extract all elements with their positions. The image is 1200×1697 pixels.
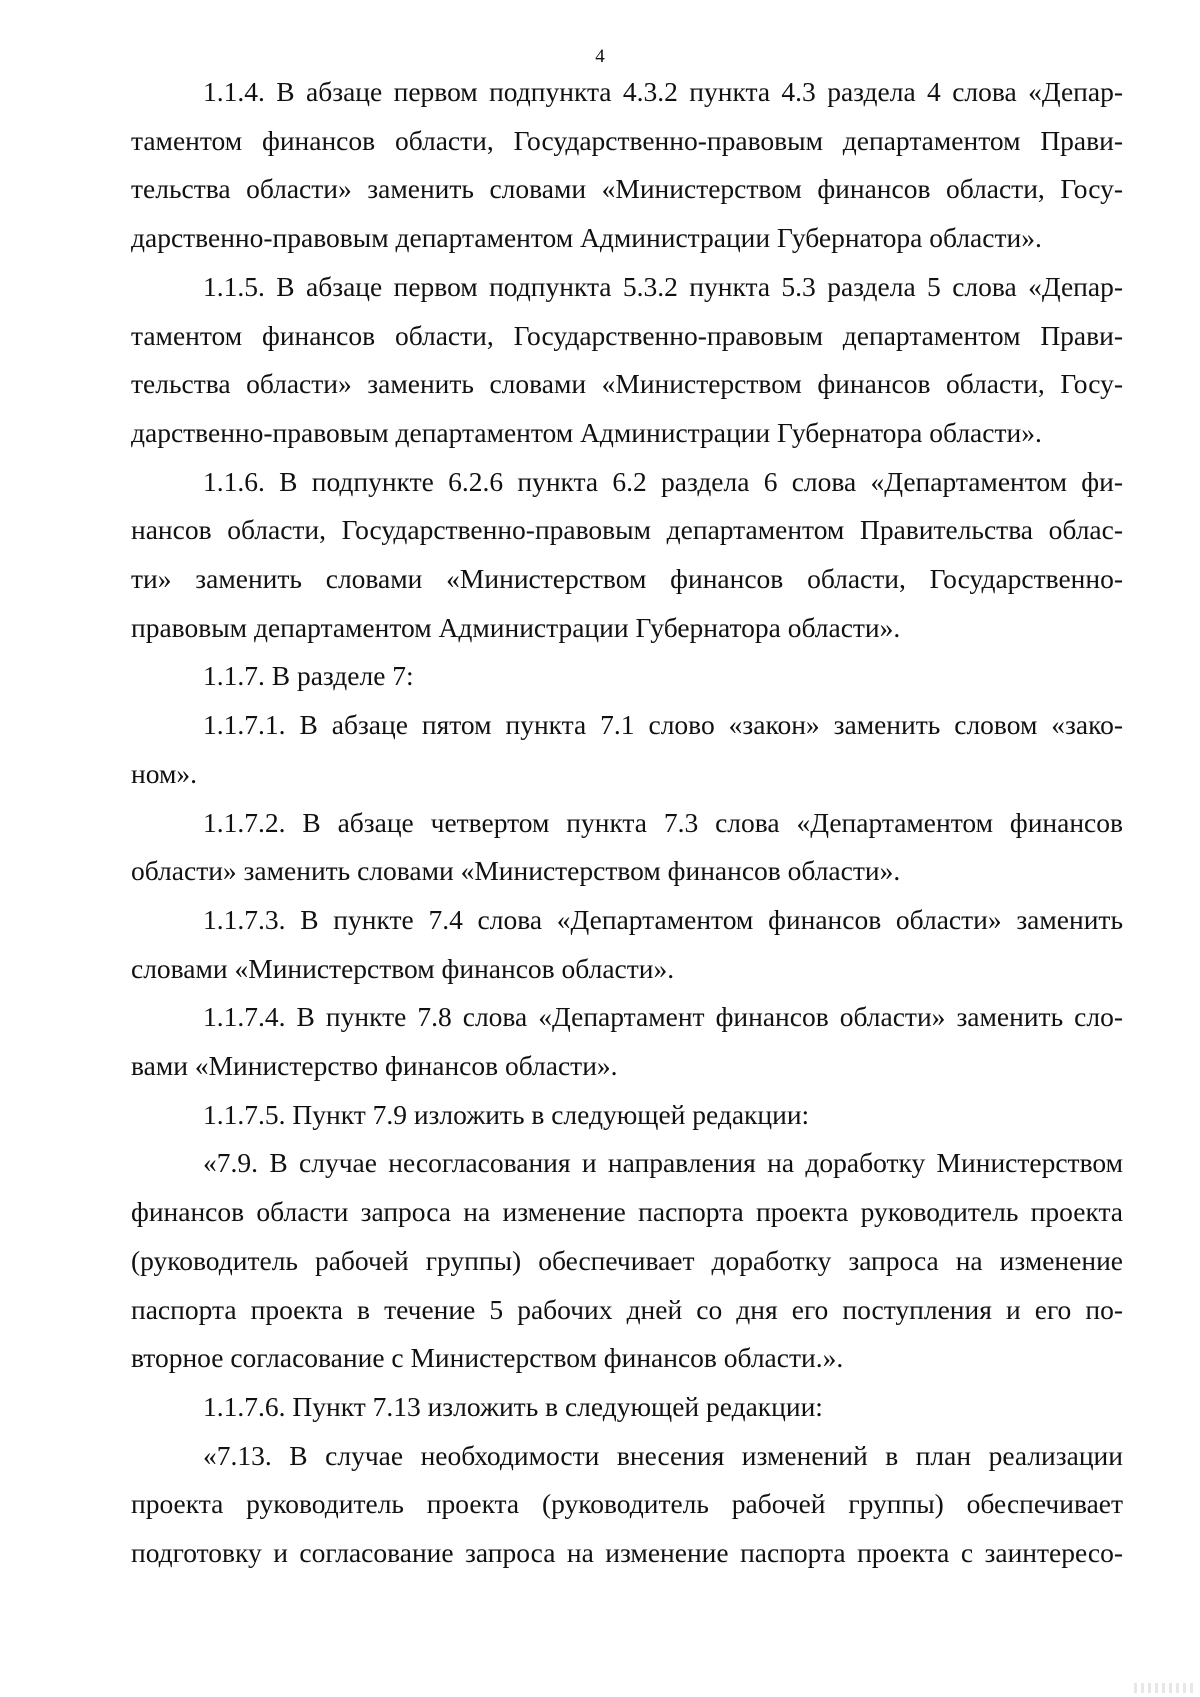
document-body	[131, 68, 1123, 1578]
text-line: таментом финансов области, Государственно-правовым департаментом Прави-	[131, 124, 1123, 156]
text-line: тельства области» заменить словами «Министерством финансов области, Госу-	[131, 368, 1123, 400]
text-line: 1.1.6. В подпункте 6.2.6 пункта 6.2 раздела 6 слова «Департаментом фи-	[203, 465, 1123, 497]
text-line: 1.1.4. В абзаце первом подпункта 4.3.2 пункта 4.3 раздела 4 слова «Депар-	[203, 76, 1123, 107]
text-line: тельства области» заменить словами «Министерством финансов области, Госу-	[131, 173, 1123, 205]
text-line: 1.1.7.1. В абзаце пятом пункта 7.1 слово «закон» заменить словом «зако-	[203, 709, 1123, 741]
text-line: словами «Министерством финансов области».	[131, 952, 675, 984]
scan-edge-mark	[1134, 1683, 1194, 1693]
paragraph	[131, 701, 1123, 798]
text-line: 1.1.7.3. В пункте 7.4 слова «Департаментом финансов области» заменить	[203, 903, 1123, 935]
paragraph	[131, 799, 1123, 896]
paragraph	[131, 652, 1123, 701]
text-line: проекта руководитель проекта (руководитель рабочей группы) обеспечивает	[131, 1488, 1123, 1520]
text-line: вами «Министерство финансов области».	[131, 1050, 618, 1082]
text-line: 1.1.7.6. Пункт 7.13 изложить в следующей редакции:	[203, 1390, 823, 1422]
text-line: 1.1.5. В абзаце первом подпункта 5.3.2 пункта 5.3 раздела 5 слова «Депар-	[203, 270, 1123, 302]
paragraph	[131, 68, 1123, 263]
paragraph	[131, 896, 1123, 993]
paragraph	[131, 1091, 1123, 1140]
text-line: подготовку и согласование запроса на изменение паспорта проекта с заинтересо-	[131, 1537, 1123, 1569]
text-line: 1.1.7.2. В абзаце четвертом пункта 7.3 слова «Департаментом финансов	[203, 806, 1123, 838]
text-line: 1.1.7.4. В пункте 7.8 слова «Департамент финансов области» заменить сло-	[203, 1001, 1123, 1033]
paragraph	[131, 1139, 1123, 1383]
text-line: нансов области, Государственно-правовым департаментом Правительства облас-	[131, 514, 1123, 546]
text-line: дарственно-правовым департаментом Администрации Губернатора области».	[131, 222, 1042, 254]
paragraph	[131, 458, 1123, 653]
paragraph	[131, 1383, 1123, 1432]
text-line: вторное согласование с Министерством финансов области.».	[131, 1342, 844, 1374]
text-line: «7.9. В случае несогласования и направления на доработку Министерством	[203, 1147, 1123, 1179]
text-line: финансов области запроса на изменение паспорта проекта руководитель проекта	[131, 1196, 1123, 1228]
text-line: области» заменить словами «Министерством финансов области».	[131, 855, 901, 887]
page-number: 4	[595, 46, 605, 67]
paragraph	[131, 263, 1123, 458]
text-line: 1.1.7.5. Пункт 7.9 изложить в следующей редакции:	[203, 1098, 810, 1130]
text-line: ти» заменить словами «Министерством финансов области, Государственно-	[131, 563, 1123, 595]
text-line: дарственно-правовым департаментом Администрации Губернатора области».	[131, 416, 1042, 448]
paragraph	[131, 1432, 1123, 1578]
text-line: правовым департаментом Администрации Губернатора области».	[131, 611, 901, 643]
text-line: таментом финансов области, Государственно-правовым департаментом Прави-	[131, 319, 1123, 351]
text-line: 1.1.7. В разделе 7:	[203, 660, 414, 692]
text-line: (руководитель рабочей группы) обеспечивает доработку запроса на изменение	[131, 1244, 1123, 1276]
text-line: паспорта проекта в течение 5 рабочих дней со дня его поступления и его по-	[131, 1293, 1123, 1325]
paragraph	[131, 993, 1123, 1090]
text-line: ном».	[131, 757, 197, 789]
text-line: «7.13. В случае необходимости внесения изменений в план реализации	[203, 1439, 1123, 1471]
